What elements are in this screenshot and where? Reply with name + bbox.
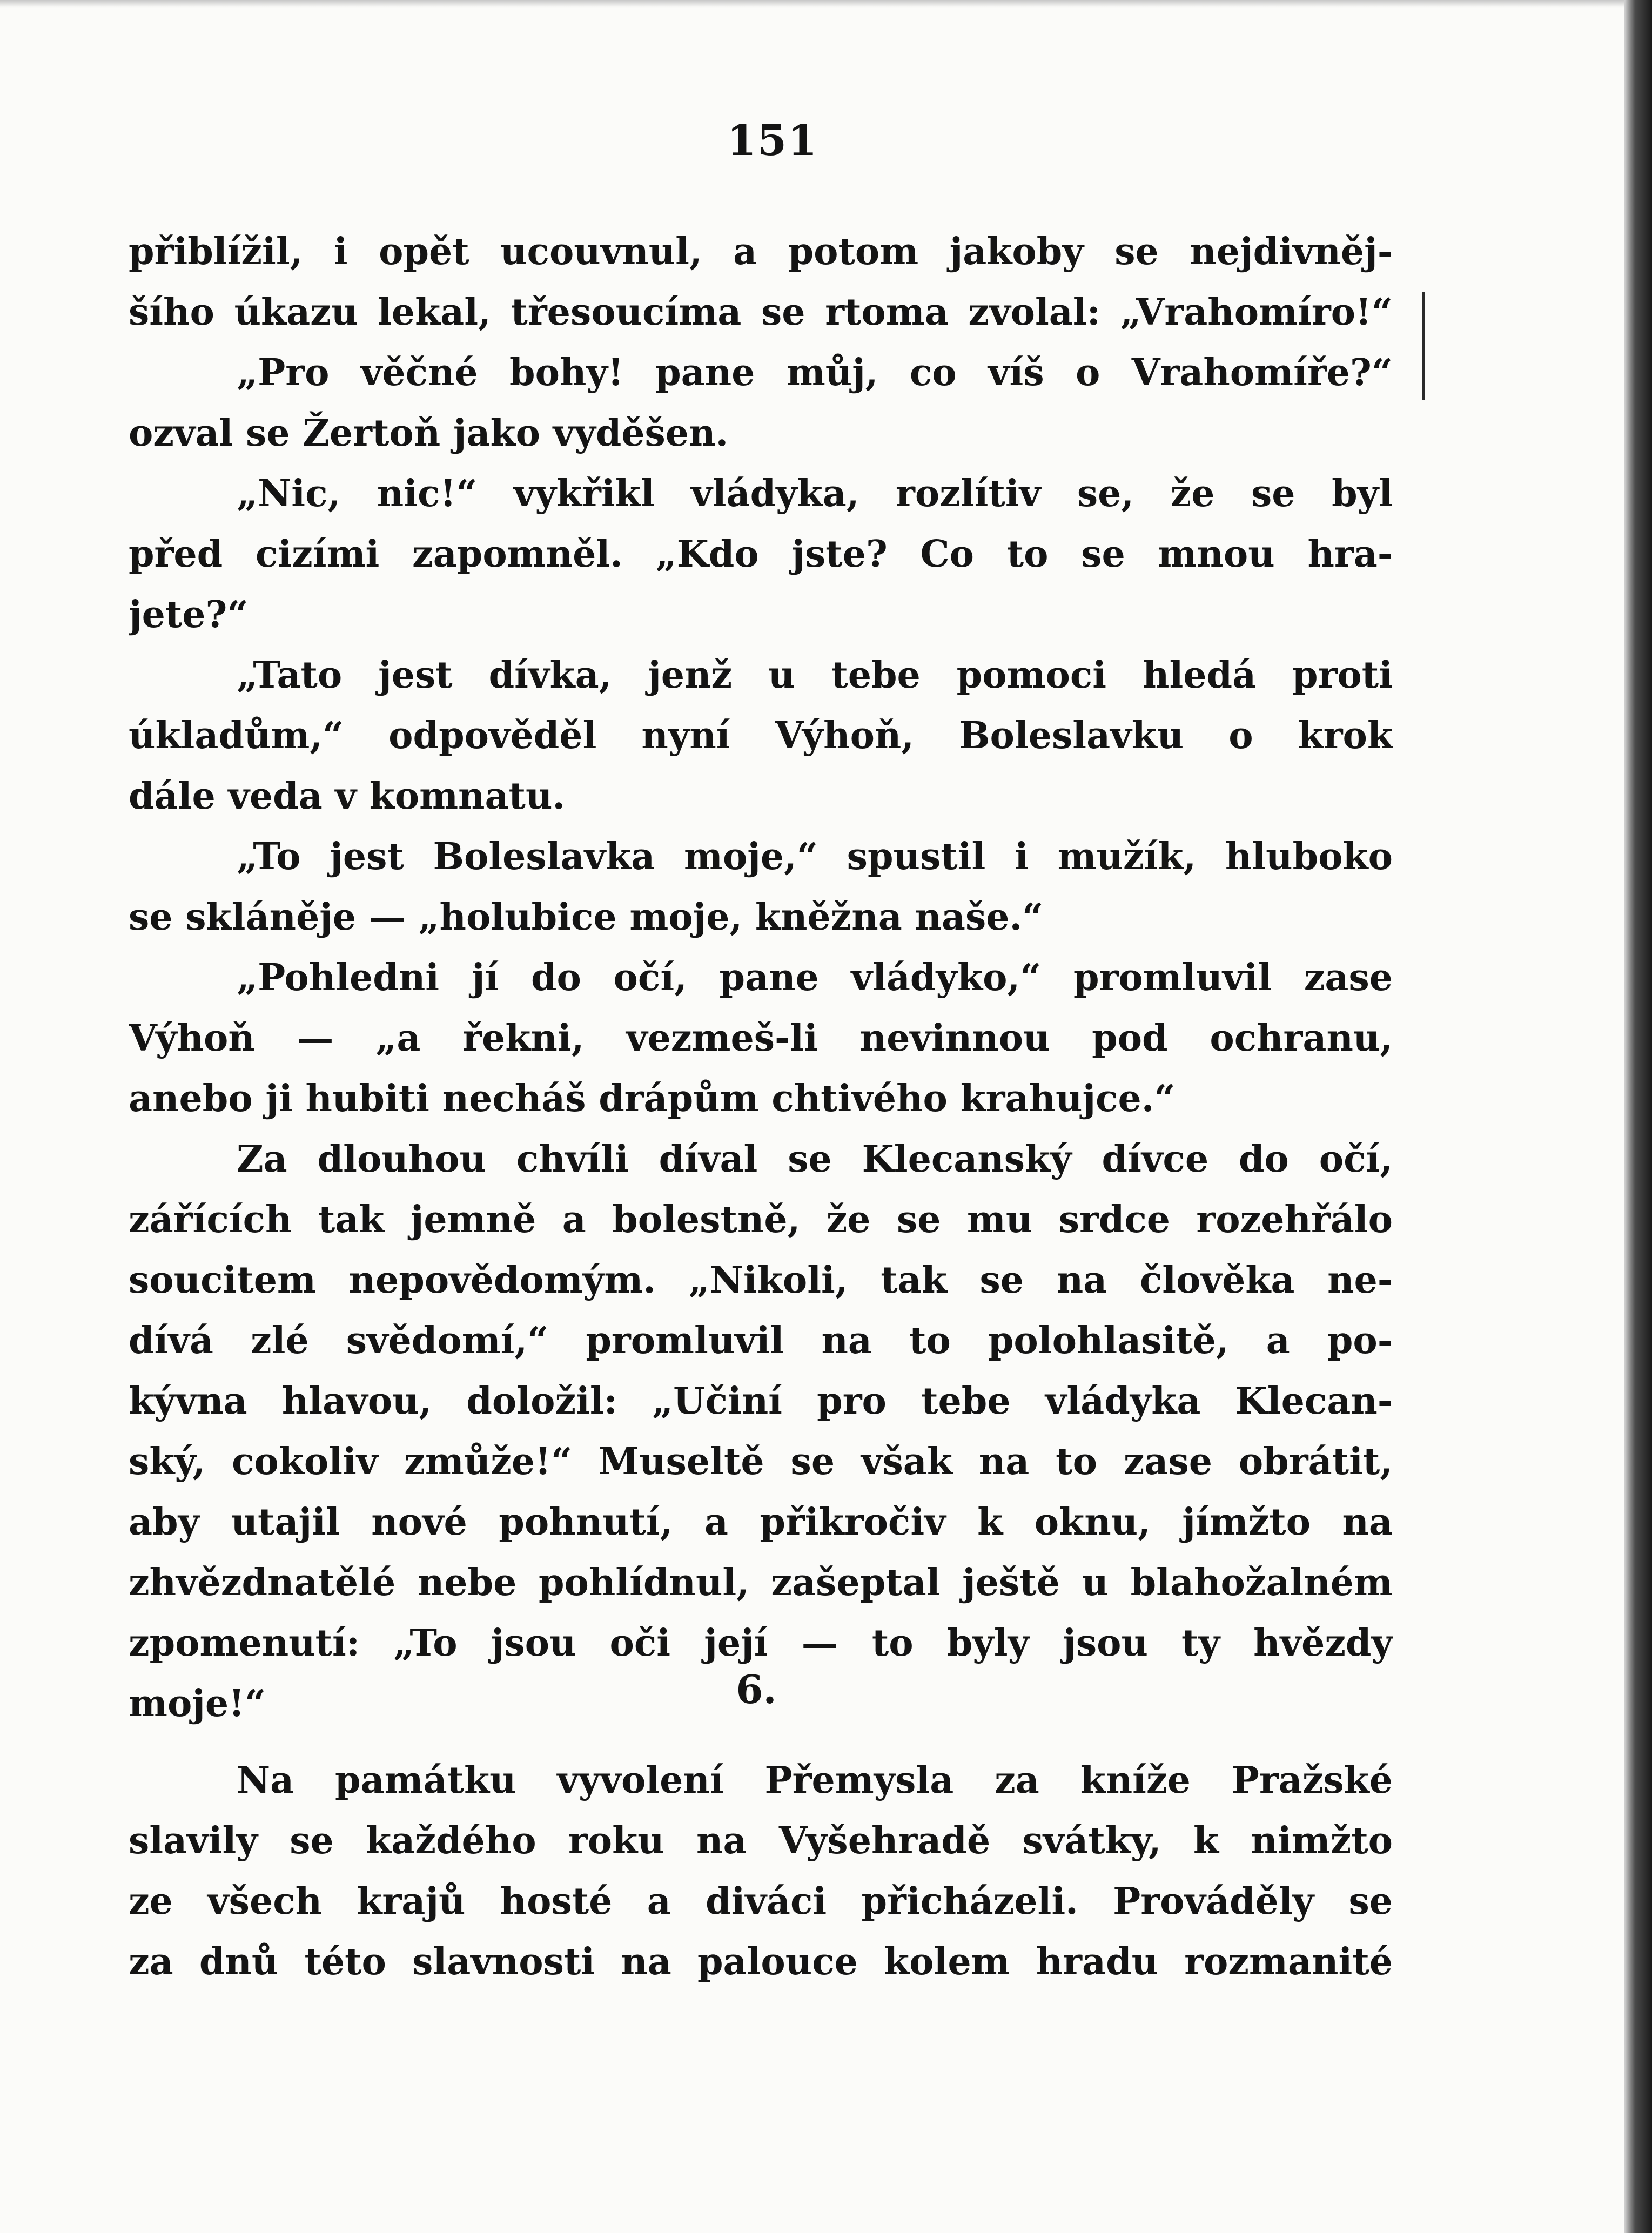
text-line: za dnů této slavnosti na palouce kolem hradu rozmanité [129, 1940, 1393, 1983]
text-line: zářících tak jemně a bolestně, že se mu srdce rozehřálo [129, 1198, 1393, 1241]
text-line: dále veda v komnatu. [129, 775, 566, 818]
text-line: přiblížil, i opět ucouvnul, a potom jakoby se nejdivněj- [129, 230, 1393, 273]
margin-rule [1422, 292, 1425, 400]
text-line: aby utajil nové pohnutí, a přikročiv k oknu, jímžto na [129, 1501, 1393, 1544]
text-line: anebo ji hubiti necháš drápům chtivého krahujce.“ [129, 1077, 1176, 1120]
text-line: „Tato jest dívka, jenž u tebe pomoci hledá proti [237, 654, 1393, 697]
text-line: soucitem nepovědomým. „Nikoli, tak se na člověka ne- [129, 1259, 1393, 1302]
text-line: zhvězdnatělé nebe pohlídnul, zašeptal ještě u blahožalném [129, 1561, 1393, 1604]
text-line: Na památku vyvolení Přemysla za kníže Pražské [237, 1759, 1393, 1802]
text-line: ský, cokoliv zmůže!“ Museltě se však na to zase obrátit, [129, 1440, 1393, 1483]
text-line: ze všech krajů hosté a diváci přicházeli. Prováděly se [129, 1880, 1393, 1923]
text-line: „Nic, nic!“ vykřikl vládyka, rozlítiv se, že se byl [237, 472, 1393, 515]
section-text-block [129, 1750, 1393, 1992]
text-line: „To jest Boleslavka moje,“ spustil i mužík, hluboko [237, 835, 1393, 878]
section-number: 6. [736, 1666, 777, 1712]
text-line: „Pohledni jí do očí, pane vládyko,“ promluvil zase [237, 956, 1393, 999]
text-line: ozval se Žertoň jako vyděšen. [129, 412, 729, 455]
text-line: slavily se každého roku na Vyšehradě svátky, k nimžto [129, 1819, 1393, 1862]
text-line: dívá zlé svědomí,“ promluvil na to polohlasitě, a po- [129, 1319, 1393, 1362]
text-line: před cizími zapomněl. „Kdo jste? Co to se mnou hra- [129, 533, 1393, 576]
text-line: se skláněje — „holubice moje, kněžna naše.“ [129, 896, 1044, 939]
text-line: úkladům,“ odpověděl nyní Výhoň, Boleslavku o krok [129, 714, 1393, 757]
main-text-block [129, 221, 1393, 1734]
text-line: „Pro věčné bohy! pane můj, co víš o Vrahomíře?“ [237, 351, 1393, 394]
page-number: 151 [727, 116, 818, 165]
text-line: moje!“ [129, 1682, 266, 1725]
text-line: jete?“ [129, 593, 249, 636]
text-line: kývna hlavou, doložil: „Učiní pro tebe vládyka Klecan- [129, 1380, 1393, 1423]
text-line: Výhoň — „a řekni, vezmeš-li nevinnou pod ochranu, [129, 1017, 1393, 1060]
text-line: Za dlouhou chvíli díval se Klecanský dívce do očí, [237, 1138, 1393, 1181]
text-line: šího úkazu lekal, třesoucíma se rtoma zvolal: „Vrahomíro!“ [129, 291, 1393, 334]
scan-edge-top [0, 0, 1652, 8]
text-line: zpomenutí: „To jsou oči její — to byly jsou ty hvězdy [129, 1622, 1393, 1665]
scan-edge-right [1624, 0, 1652, 2233]
